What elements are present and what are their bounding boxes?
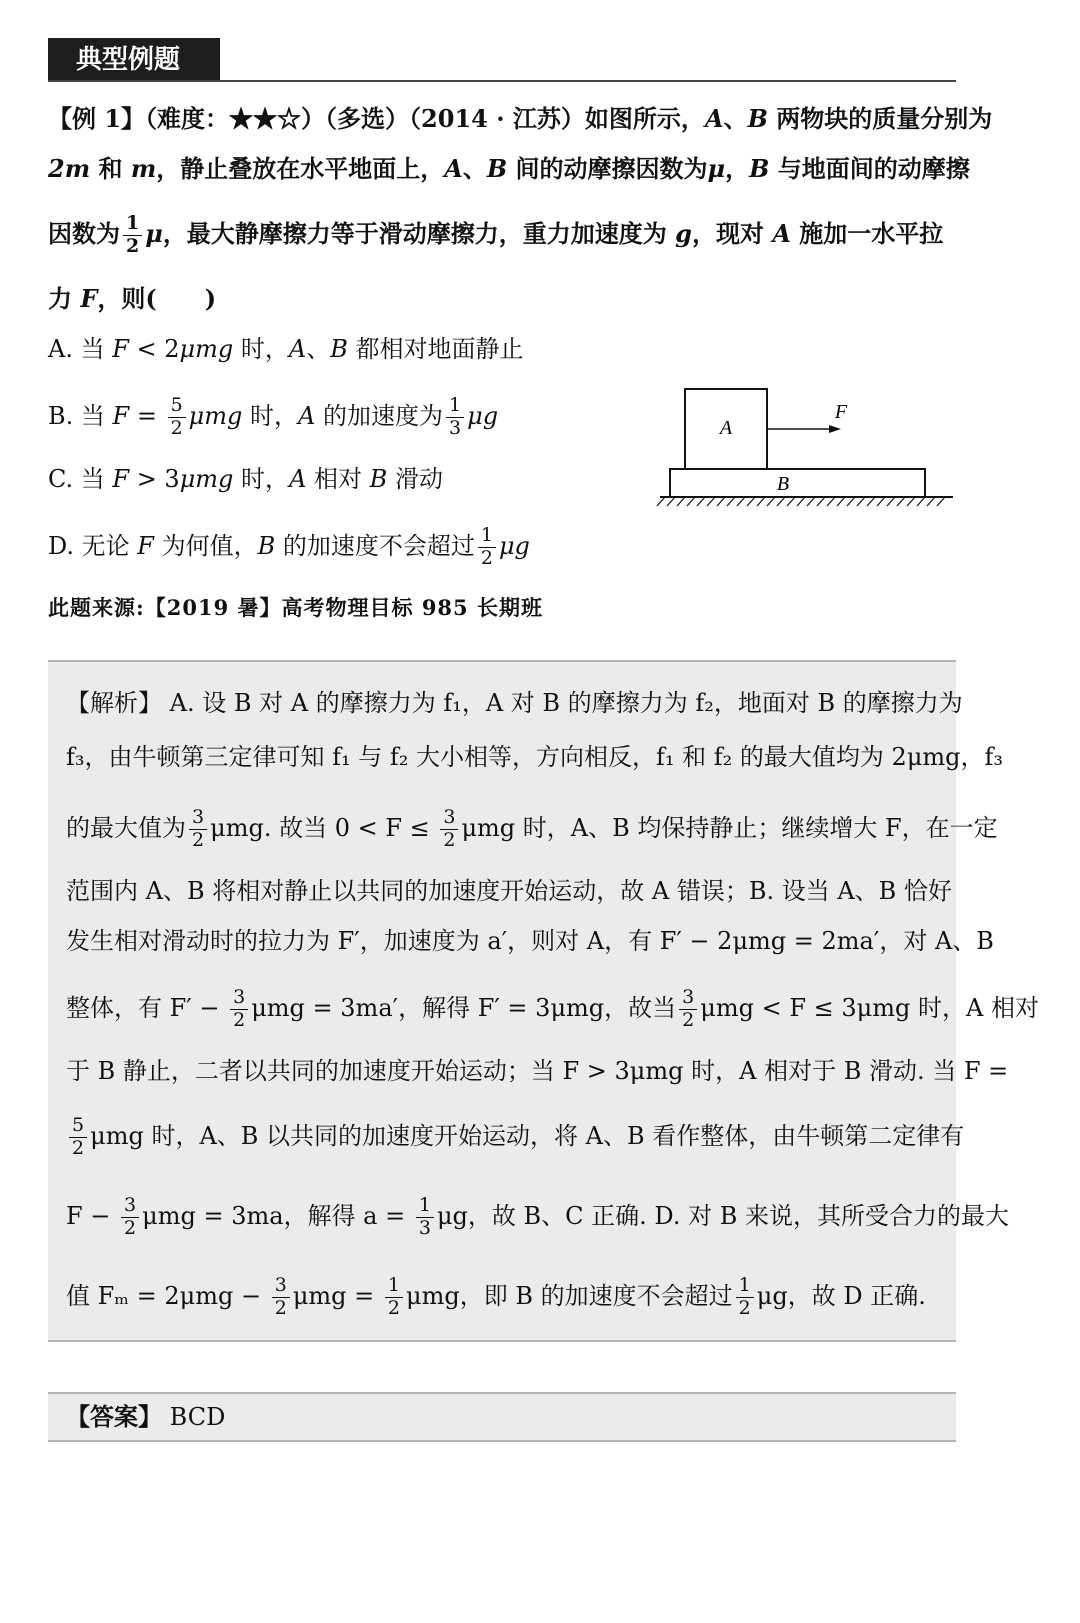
hatch-mark: [687, 497, 695, 506]
question-line-1: 【例 1】（难度：★★☆）（多选）（2014 · 江苏）如图所示，A、B 两物块的质量分别为: [48, 104, 993, 133]
example-tag: 【例 1】: [48, 104, 146, 133]
arrow-head: [829, 425, 841, 433]
hatch-mark: [717, 497, 725, 506]
fraction: $\frac{3}{2}$: [189, 808, 207, 851]
option-c: C. 当 F > 3μmg 时，A 相对 B 滑动: [48, 465, 443, 493]
hatch-mark: [737, 497, 745, 506]
hatch-mark: [877, 497, 885, 506]
fraction: $\frac{1}{2}$: [736, 1276, 754, 1319]
answer-line: [66, 1402, 225, 1432]
analysis-line-8: $\frac{5}{2}$ μmg 时，A、B 以共同的加速度开始运动，将 A、B 看作整体，由牛顿第二定律有: [66, 1116, 964, 1159]
fraction: $\frac{1}{2}$: [478, 526, 496, 569]
fraction: $\frac{1}{3}$: [416, 1196, 434, 1239]
analysis-line-3: 的最大值为 $\frac{3}{2}$ μmg. 故当 0 < F ≤ $\frac{3}{2}$ μmg 时，A、B 均保持静止；继续增大 F，在一定: [66, 806, 998, 851]
hatch-mark: [837, 497, 845, 506]
block-b: [670, 469, 925, 497]
fraction: $\frac{3}{2}$: [440, 808, 458, 851]
answer-value: BCD: [169, 1403, 226, 1431]
hatch-mark: [857, 497, 865, 506]
analysis-box: [48, 660, 1039, 1342]
hatch-mark: [797, 497, 805, 506]
answer-label: 【答案】: [66, 1402, 162, 1431]
ground-hatching: [657, 497, 945, 506]
hatch-mark: [677, 497, 685, 506]
hatch-mark: [787, 497, 795, 506]
hatch-mark: [917, 497, 925, 506]
hatch-mark: [807, 497, 815, 506]
hatch-mark: [817, 497, 825, 506]
fraction: $\frac{3}{2}$: [121, 1196, 139, 1239]
fraction: $\frac{1}{3}$: [446, 396, 464, 439]
hatch-mark: [827, 497, 835, 506]
fraction: $\frac{1}{2}$: [385, 1276, 403, 1319]
hatch-mark: [667, 497, 675, 506]
question-line-3: 因数为 $\frac{1}{2}$ μ，最大静摩擦力等于滑动摩擦力，重力加速度为 g，现对 A 施加一水平拉: [48, 212, 944, 257]
hatch-mark: [927, 497, 935, 506]
hatch-mark: [757, 497, 765, 506]
hatch-mark: [847, 497, 855, 506]
block-diagram: [655, 380, 955, 510]
hatch-mark: [777, 497, 785, 506]
hatch-mark: [747, 497, 755, 506]
analysis-line-6: 整体，有 F′ − $\frac{3}{2}$ μmg = 3ma′，解得 F′ = 3μmg，故当 $\frac{3}{2}$ μmg < F ≤ 3μmg 时，A 相对: [66, 986, 1039, 1031]
analysis-line-9: F − $\frac{3}{2}$ μmg = 3ma，解得 a = $\frac{1}{3}$ μg，故 B、C 正确. D. 对 B 来说，其所受合力的最大: [66, 1194, 1009, 1239]
option-b: B. 当 F = $\frac{5}{2}$ μmg 时，A 的加速度为 $\frac{1}{3}$ μg: [48, 394, 499, 439]
hatch-mark: [727, 497, 735, 506]
analysis-line-1: 【解析】 A. 设 B 对 A 的摩擦力为 f₁，A 对 B 的摩擦力为 f₂，地面对 B 的摩擦力为: [66, 689, 963, 717]
option-d: D. 无论 F 为何值，B 的加速度不会超过 $\frac{1}{2}$ μg: [48, 524, 530, 569]
force-label: F: [834, 401, 848, 423]
fraction: $\frac{1}{2}$: [123, 214, 142, 257]
option-a: A. 当 F < 2μmg 时，A、B 都相对地面静止: [48, 335, 524, 363]
analysis-line-7: 于 B 静止，二者以共同的加速度开始运动；当 F > 3μmg 时，A 相对于 B 滑动. 当 F =: [66, 1057, 1009, 1085]
answer-box: [48, 1392, 956, 1442]
hatch-mark: [697, 497, 705, 506]
question-line-2: 2m 和 m，静止叠放在水平地面上，A、B 间的动摩擦因数为μ，B 与地面间的动摩擦: [48, 154, 970, 183]
analysis-line-2: f₃，由牛顿第三定律可知 f₁ 与 f₂ 大小相等，方向相反，f₁ 和 f₂ 的最大值均为 2μmg，f₃: [66, 743, 1004, 771]
question-source: 此题来源:【2019 暑】高考物理目标 985 长期班: [48, 595, 543, 620]
analysis-line-4: 范围内 A、B 将相对静止以共同的加速度开始运动，故 A 错误；B. 设当 A、B 恰好: [66, 877, 952, 905]
analysis-line-5: 发生相对滑动时的拉力为 F′，加速度为 a′，则对 A，有 F′ − 2μmg = 2ma′，对 A、B: [66, 927, 994, 955]
hatch-mark: [887, 497, 895, 506]
hatch-mark: [867, 497, 875, 506]
fraction: $\frac{5}{2}$: [168, 396, 186, 439]
section-divider: [48, 80, 956, 82]
hatch-mark: [937, 497, 945, 506]
hatch-mark: [897, 497, 905, 506]
fraction: $\frac{3}{2}$: [679, 988, 697, 1031]
hatch-mark: [707, 497, 715, 506]
hatch-mark: [657, 497, 665, 506]
block-a-label: A: [719, 417, 733, 439]
fraction: $\frac{5}{2}$: [69, 1116, 87, 1159]
block-b-label: B: [776, 473, 790, 495]
section-title: 典型例题: [48, 38, 220, 82]
hatch-mark: [907, 497, 915, 506]
fraction: $\frac{3}{2}$: [272, 1276, 290, 1319]
hatch-mark: [767, 497, 775, 506]
fraction: $\frac{3}{2}$: [230, 988, 248, 1031]
analysis-line-10: 值 Fₘ = 2μmg − $\frac{3}{2}$ μmg = $\frac{1}{2}$ μmg，即 B 的加速度不会超过 $\frac{1}{2}$ μg，故 D 正确.: [66, 1274, 926, 1319]
question-line-4: 力 F，则( ): [48, 284, 217, 313]
